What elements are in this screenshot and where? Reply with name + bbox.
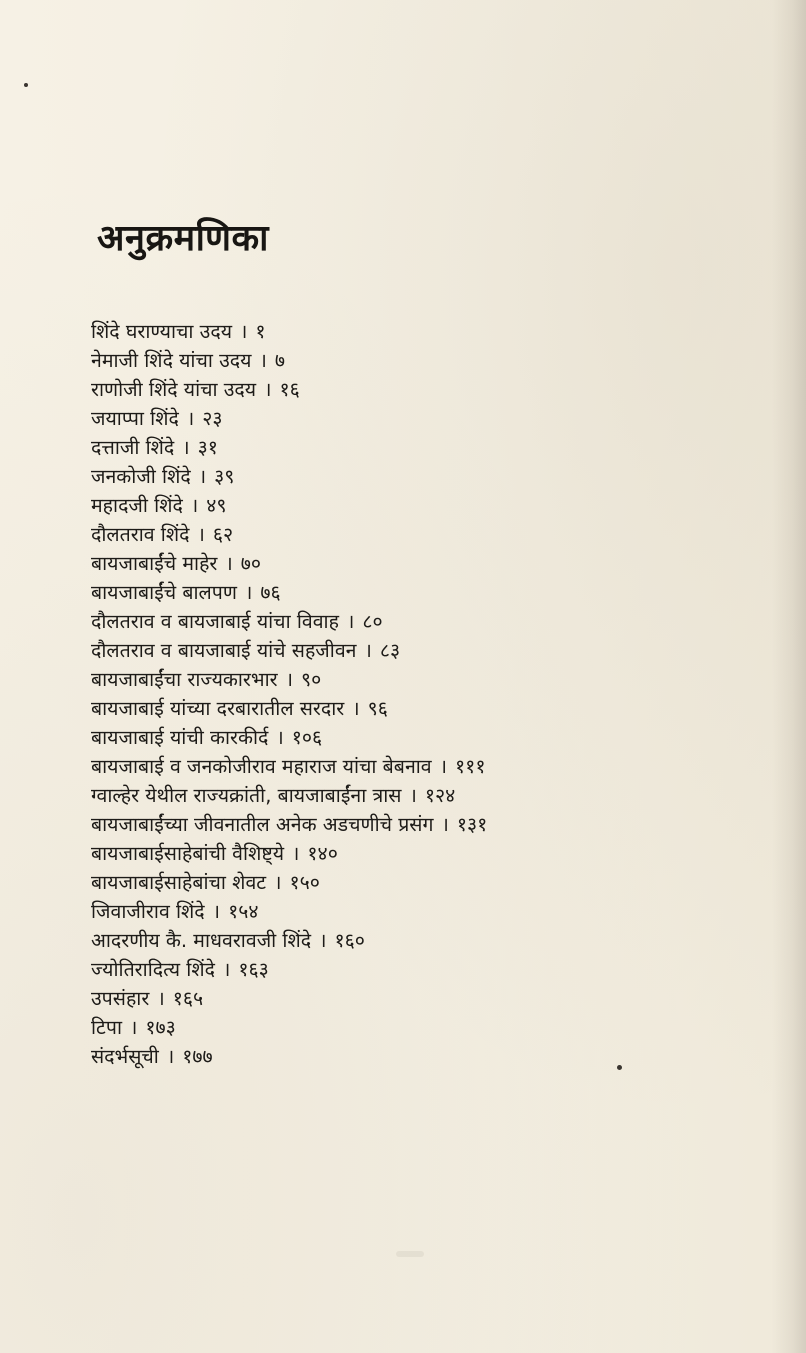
toc-entry bbox=[91, 781, 487, 810]
toc-separator: । bbox=[285, 668, 294, 691]
toc-entry bbox=[91, 897, 487, 926]
toc-entry-title: आदरणीय कै. माधवरावजी शिंदे bbox=[91, 929, 312, 952]
toc-entry-title: बायजाबाई व जनकोजीराव महाराज यांचा बेबनाव bbox=[91, 755, 432, 778]
toc-separator: । bbox=[244, 581, 253, 604]
toc-entry-title: टिपा bbox=[91, 1016, 123, 1039]
toc-separator: । bbox=[292, 842, 300, 865]
toc-entry-title: जयाप्पा शिंदे bbox=[91, 407, 179, 430]
toc-entry-title: नेमाजी शिंदे यांचा उदय bbox=[91, 349, 252, 372]
toc-separator: । bbox=[198, 465, 207, 488]
toc-separator: । bbox=[197, 523, 205, 546]
toc-entry-page: २३ bbox=[202, 407, 223, 430]
toc-entry bbox=[91, 607, 487, 636]
toc-entry-title: बायजाबाई यांच्या दरबारातील सरदार bbox=[91, 697, 345, 720]
toc-entry-title: बायजाबाईंचे माहेर bbox=[91, 552, 218, 575]
toc-entry-page: १७३ bbox=[145, 1016, 176, 1039]
toc-entry-title: जिवाजीराव शिंदे bbox=[91, 900, 205, 923]
toc-separator: । bbox=[346, 610, 355, 633]
toc-entry-page: ९६ bbox=[367, 697, 388, 720]
toc-separator: । bbox=[276, 726, 284, 749]
toc-entry bbox=[91, 955, 487, 984]
toc-entry-page: १६३ bbox=[238, 958, 269, 981]
toc-entry bbox=[91, 868, 487, 897]
toc-separator: । bbox=[409, 784, 417, 807]
page-edge-shadow bbox=[772, 0, 806, 1353]
toc-entry-title: महादजी शिंदे bbox=[91, 494, 183, 517]
toc-entry bbox=[91, 433, 487, 462]
toc-separator: । bbox=[182, 436, 190, 459]
toc-separator: । bbox=[222, 958, 231, 981]
toc-entry bbox=[91, 694, 487, 723]
toc-separator: । bbox=[240, 320, 248, 343]
toc-entry bbox=[91, 636, 487, 665]
toc-separator: । bbox=[186, 407, 195, 430]
toc-entry-title: राणोजी शिंदे यांचा उदय bbox=[91, 378, 257, 401]
toc-entry-page: ३१ bbox=[197, 436, 218, 459]
toc-entry bbox=[91, 1042, 487, 1071]
toc-separator: । bbox=[441, 813, 449, 836]
toc-separator: । bbox=[319, 929, 327, 952]
toc-separator: । bbox=[212, 900, 221, 923]
toc-entry-title: बायजाबाईंचा राज्यकारभार bbox=[91, 668, 278, 691]
toc-separator: । bbox=[259, 349, 267, 372]
toc-entry-title: उपसंहार bbox=[91, 987, 150, 1010]
bleed-through-mark bbox=[396, 1251, 424, 1257]
toc-entry bbox=[91, 984, 487, 1013]
toc-entry-page: ७ bbox=[274, 349, 285, 372]
toc-entry-title: जनकोजी शिंदे bbox=[91, 465, 191, 488]
toc-entry-page: ७६ bbox=[260, 581, 281, 604]
toc-entry-title: दौलतराव शिंदे bbox=[91, 523, 190, 546]
toc-entry-page: १ bbox=[255, 320, 266, 343]
toc-entry-page: १३१ bbox=[456, 813, 488, 836]
ink-speck bbox=[617, 1065, 622, 1070]
toc-separator: । bbox=[274, 871, 282, 894]
toc-entry-title: बायजाबाईसाहेबांची वैशिष्ट्ये bbox=[91, 842, 285, 865]
toc-separator: । bbox=[225, 552, 233, 575]
toc-entry-page: ९० bbox=[301, 668, 322, 691]
toc-entry-title: बायजाबाई यांची कारकीर्द bbox=[91, 726, 269, 749]
toc-entry-title: ज्योतिरादित्य शिंदे bbox=[91, 958, 215, 981]
toc-entry-page: ४९ bbox=[206, 494, 227, 517]
toc-entry bbox=[91, 752, 487, 781]
page-title: अनुक्रमणिका bbox=[97, 218, 269, 259]
toc-entry bbox=[91, 723, 487, 752]
toc-entry bbox=[91, 491, 487, 520]
toc-entry bbox=[91, 317, 487, 346]
toc-entry bbox=[91, 462, 487, 491]
toc-separator: । bbox=[352, 697, 360, 720]
toc-separator: । bbox=[130, 1016, 138, 1039]
toc-entry-page: १२४ bbox=[424, 784, 456, 807]
toc-separator: । bbox=[166, 1045, 175, 1068]
toc-separator: । bbox=[190, 494, 199, 517]
toc-entry-page: १७७ bbox=[182, 1045, 213, 1068]
toc-separator: । bbox=[364, 639, 372, 662]
toc-entry-page: १४० bbox=[307, 842, 338, 865]
ink-speck bbox=[24, 83, 28, 87]
toc-entry-page: ३९ bbox=[214, 465, 235, 488]
toc-separator: । bbox=[439, 755, 448, 778]
toc-entry bbox=[91, 520, 487, 549]
toc-entry-title: दत्ताजी शिंदे bbox=[91, 436, 175, 459]
toc-entry-page: १०६ bbox=[291, 726, 323, 749]
toc-entry-page: १११ bbox=[455, 755, 486, 778]
toc-entry-page: ६२ bbox=[212, 523, 234, 546]
toc-entry-page: १६५ bbox=[172, 987, 204, 1010]
toc-entry-page: १६० bbox=[334, 929, 365, 952]
toc-entry-page: १५४ bbox=[228, 900, 259, 923]
toc-entry-page: ७० bbox=[240, 552, 262, 575]
toc-separator: । bbox=[264, 378, 272, 401]
toc-entry bbox=[91, 810, 487, 839]
toc-entry-title: बायजाबाईंच्या जीवनातील अनेक अडचणीचे प्रसंग bbox=[91, 813, 434, 836]
toc-entry-title: बायजाबाईसाहेबांचा शेवट bbox=[91, 871, 267, 894]
toc-entry-title: दौलतराव व बायजाबाई यांचे सहजीवन bbox=[91, 639, 357, 662]
toc-entry-page: ८३ bbox=[379, 639, 401, 662]
toc-entry bbox=[91, 665, 487, 694]
toc-entry-title: बायजाबाईंचे बालपण bbox=[91, 581, 237, 604]
toc-entry-title: ग्वाल्हेर येथील राज्यक्रांती, बायजाबाईंना त्रास bbox=[91, 784, 402, 807]
toc-entry bbox=[91, 346, 487, 375]
toc-entry-page: ८० bbox=[362, 610, 383, 633]
toc-entry-page: १६ bbox=[279, 378, 300, 401]
toc-entry bbox=[91, 549, 487, 578]
toc-entry-page: १५० bbox=[289, 871, 320, 894]
toc-entry bbox=[91, 404, 487, 433]
toc-entry-title: दौलतराव व बायजाबाई यांचा विवाह bbox=[91, 610, 339, 633]
toc-separator: । bbox=[157, 987, 165, 1010]
toc-entry bbox=[91, 578, 487, 607]
table-of-contents bbox=[91, 317, 487, 1071]
toc-entry bbox=[91, 839, 487, 868]
toc-entry bbox=[91, 926, 487, 955]
toc-entry-title: संदर्भसूची bbox=[91, 1045, 159, 1068]
toc-entry-title: शिंदे घराण्याचा उदय bbox=[91, 320, 233, 343]
toc-entry bbox=[91, 1013, 487, 1042]
toc-entry bbox=[91, 375, 487, 404]
